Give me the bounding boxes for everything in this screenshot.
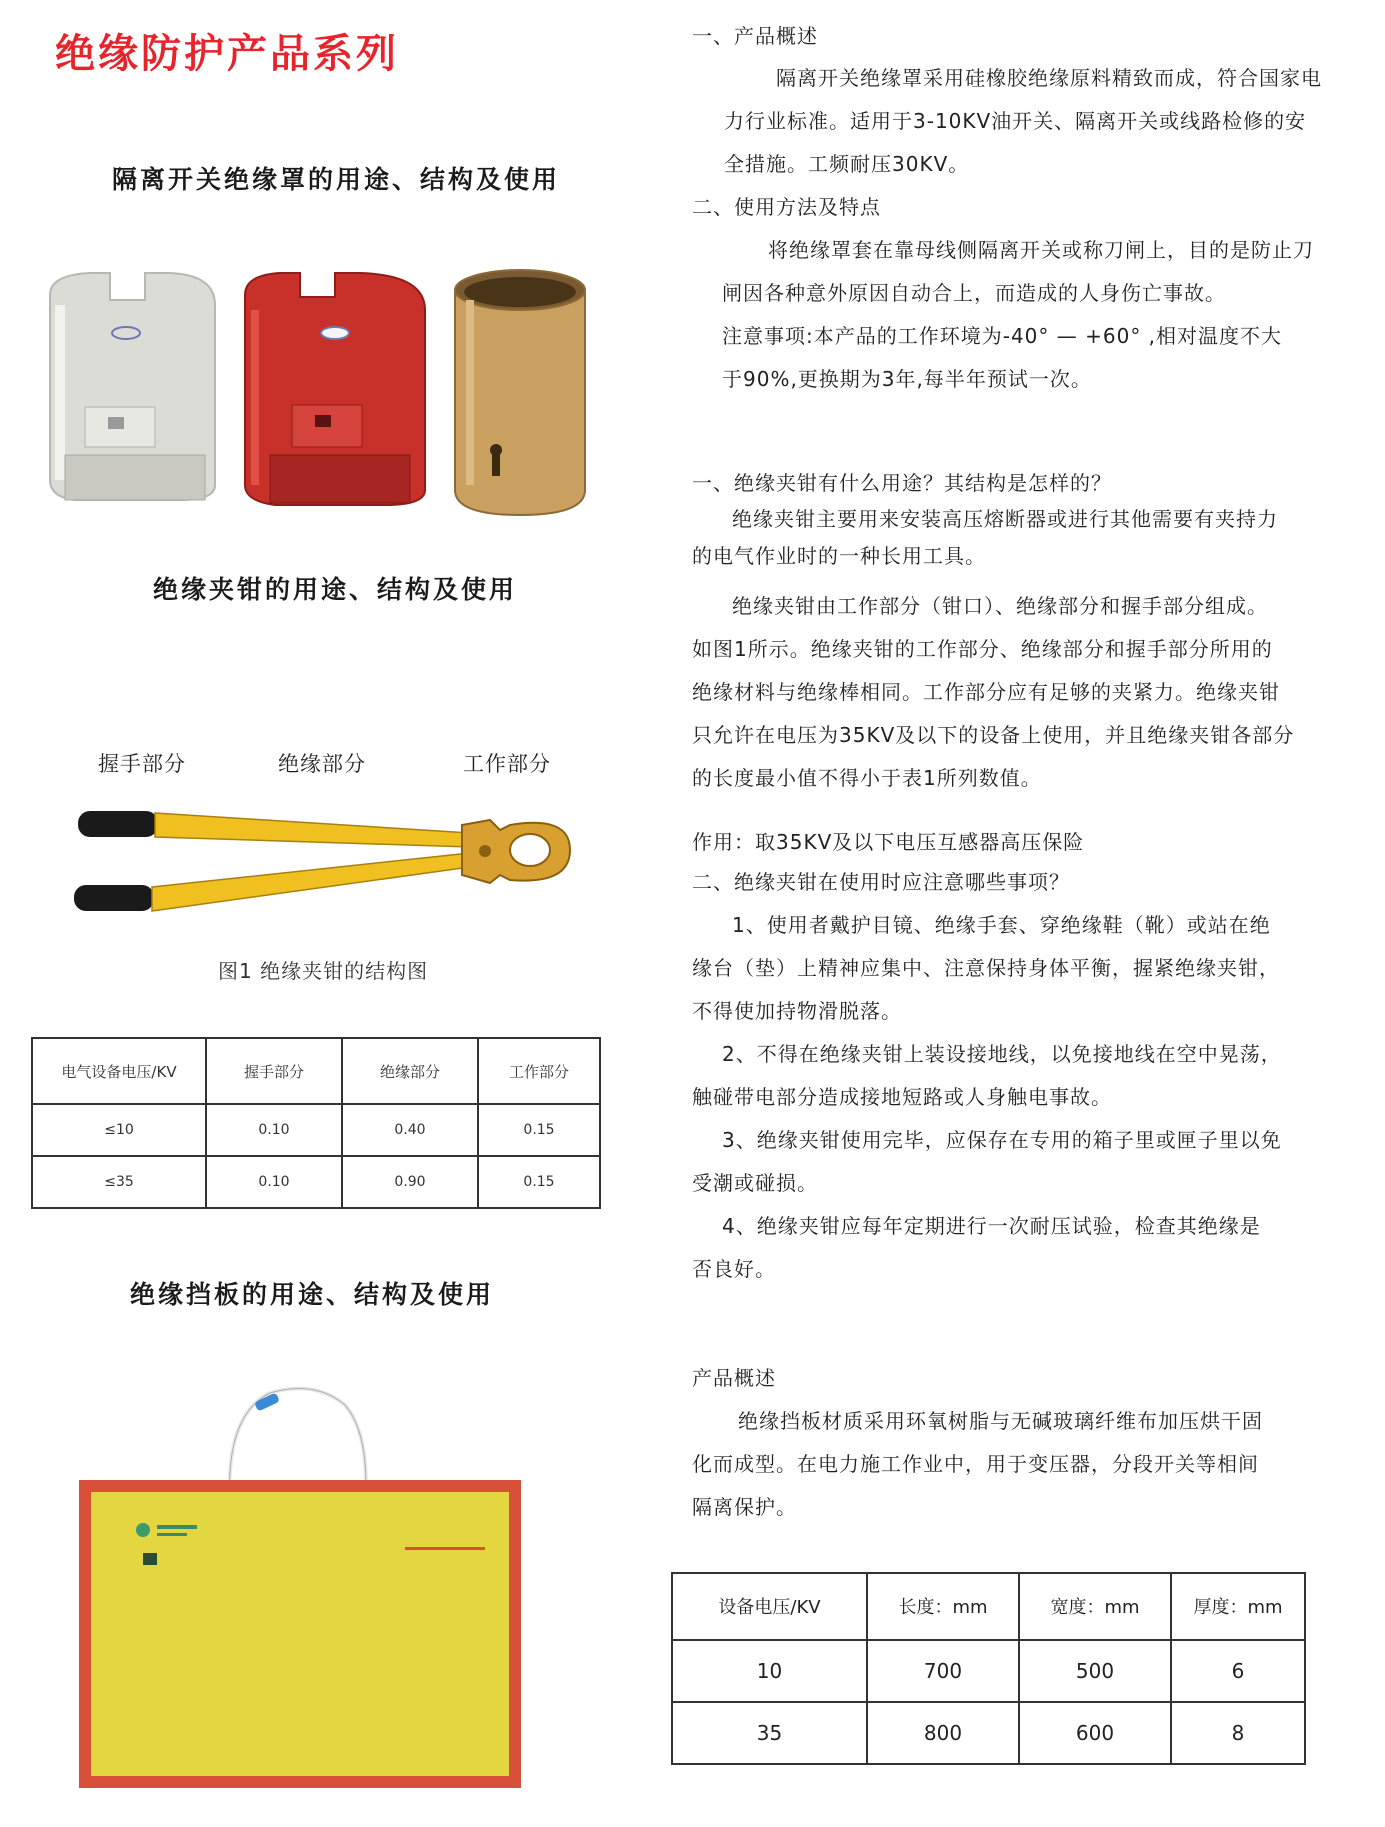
table-cell: 8 [1171, 1702, 1305, 1764]
cover-paragraph-line: 全措施。工频耐压30KV。 [724, 152, 970, 176]
table-header-cell: 电气设备电压/KV [32, 1038, 206, 1104]
cover-paragraph-line: 将绝缘罩套在靠母线侧隔离开关或称刀闸上，目的是防止刀 [768, 238, 1314, 262]
board-overview-title: 产品概述 [692, 1366, 776, 1390]
pliers-precaution-line: 否良好。 [692, 1257, 776, 1281]
pliers-paragraph-line: 只允许在电压为35KV及以下的设备上使用，并且绝缘夹钳各部分 [692, 723, 1295, 747]
table-row [672, 1702, 1305, 1764]
pliers-paragraph-line: 绝缘夹钳由工作部分（钳口）、绝缘部分和握手部分组成。 [732, 594, 1268, 618]
board-paragraph-line: 绝缘挡板材质采用环氧树脂与无碱玻璃纤维布加压烘干固 [738, 1409, 1263, 1433]
table-header-row [32, 1038, 600, 1104]
pliers-precaution-line: 缘台（垫）上精神应集中、注意保持身体平衡，握紧绝缘夹钳， [692, 956, 1280, 980]
insulating-pliers-illustration [70, 795, 580, 935]
board-panel [79, 1480, 521, 1788]
cover-paragraph-line: 闸因各种意外原因自动合上，而造成的人身伤亡事故。 [722, 281, 1226, 305]
insulation-covers-illustration [30, 265, 600, 525]
cover-usage-title: 二、使用方法及特点 [692, 195, 881, 219]
table-row [32, 1104, 600, 1156]
pliers-paragraph-line: 如图1所示。绝缘夹钳的工作部分、绝缘部分和握手部分所用的 [692, 637, 1273, 661]
pliers-paragraph-line: 的长度最小值不得小于表1所列数值。 [692, 766, 1042, 790]
cover-heading: 隔离开关绝缘罩的用途、结构及使用 [112, 165, 561, 194]
pliers-question-2: 二、绝缘夹钳在使用时应注意哪些事项？ [692, 870, 1070, 894]
grey-cover-image [50, 273, 215, 500]
pliers-part-grip-label: 握手部分 [98, 752, 186, 776]
insulating-board-illustration [75, 1375, 525, 1795]
table-cell: ≤10 [32, 1104, 206, 1156]
pliers-part-insulation-label: 绝缘部分 [278, 752, 366, 776]
table-cell: 0.15 [478, 1104, 600, 1156]
pliers-precaution-line: 触碰带电部分造成接地短路或人身触电事故。 [692, 1085, 1112, 1109]
table-header-cell: 工作部分 [478, 1038, 600, 1104]
board-paragraph-line: 化而成型。在电力施工作业中，用于变压器，分段开关等相间 [692, 1452, 1259, 1476]
board-paragraph-line: 隔离保护。 [692, 1495, 797, 1519]
table-header-cell: 设备电压/KV [672, 1573, 867, 1640]
pliers-question-1: 一、绝缘夹钳有什么用途？其结构是怎样的？ [692, 471, 1112, 495]
pliers-part-working-label: 工作部分 [463, 752, 551, 776]
pliers-upper-arm [78, 811, 470, 847]
table-cell: 800 [867, 1702, 1019, 1764]
page-title: 绝缘防护产品系列 [55, 31, 399, 77]
pliers-lower-arm [74, 853, 470, 911]
board-dimension-table [671, 1572, 1306, 1765]
table-row [672, 1640, 1305, 1702]
table-row [32, 1156, 600, 1208]
cover-paragraph-line: 力行业标准。适用于3-10KV油开关、隔离开关或线路检修的安 [724, 109, 1307, 133]
table-cell: 0.15 [478, 1156, 600, 1208]
table-header-cell: 握手部分 [206, 1038, 342, 1104]
pliers-precaution-line: 不得使加持物滑脱落。 [692, 999, 902, 1023]
pliers-dimension-table [31, 1037, 601, 1209]
tan-tube-image [455, 270, 585, 515]
pliers-paragraph-line: 的电气作业时的一种长用工具。 [692, 544, 986, 568]
pliers-precaution-line: 受潮或碰损。 [692, 1171, 818, 1195]
table-cell: ≤35 [32, 1156, 206, 1208]
cover-notice-line: 于90%,更换期为3年,每半年预试一次。 [722, 367, 1092, 391]
table-cell: 35 [672, 1702, 867, 1764]
table-cell: 500 [1019, 1640, 1171, 1702]
table-cell: 0.10 [206, 1104, 342, 1156]
pliers-precaution-line: 3、绝缘夹钳使用完毕，应保存在专用的箱子里或匣子里以免 [722, 1128, 1282, 1152]
pliers-jaw [462, 820, 570, 883]
pliers-heading: 绝缘夹钳的用途、结构及使用 [153, 575, 518, 604]
cover-overview-title: 一、产品概述 [692, 24, 818, 48]
pliers-precaution-line: 2、不得在绝缘夹钳上装设接地线，以免接地线在空中晃荡， [722, 1042, 1282, 1066]
table-cell: 600 [1019, 1702, 1171, 1764]
table-cell: 0.10 [206, 1156, 342, 1208]
pliers-precaution-line: 1、使用者戴护目镜、绝缘手套、穿绝缘鞋（靴）或站在绝 [732, 913, 1271, 937]
table-header-cell: 宽度：mm [1019, 1573, 1171, 1640]
pliers-paragraph-line: 绝缘夹钳主要用来安装高压熔断器或进行其他需要有夹持力 [732, 507, 1278, 531]
table-cell: 700 [867, 1640, 1019, 1702]
table-header-row [672, 1573, 1305, 1640]
pliers-function-line: 作用：取35KV及以下电压互感器高压保险 [692, 830, 1085, 854]
cover-paragraph-line: 隔离开关绝缘罩采用硅橡胶绝缘原料精致而成，符合国家电 [776, 66, 1322, 90]
table-cell: 10 [672, 1640, 867, 1702]
pliers-precaution-line: 4、绝缘夹钳应每年定期进行一次耐压试验，检查其绝缘是 [722, 1214, 1261, 1238]
pliers-paragraph-line: 绝缘材料与绝缘棒相同。工作部分应有足够的夹紧力。绝缘夹钳 [692, 680, 1280, 704]
table-cell: 0.40 [342, 1104, 478, 1156]
pliers-figure-caption: 图1 绝缘夹钳的结构图 [218, 959, 429, 983]
table-cell: 6 [1171, 1640, 1305, 1702]
table-header-cell: 长度：mm [867, 1573, 1019, 1640]
table-header-cell: 厚度：mm [1171, 1573, 1305, 1640]
board-heading: 绝缘挡板的用途、结构及使用 [130, 1280, 495, 1309]
red-cover-image [245, 273, 425, 505]
table-cell: 0.90 [342, 1156, 478, 1208]
cover-notice-line: 注意事项:本产品的工作环境为-40° — +60° ,相对温度不大 [722, 324, 1283, 348]
table-header-cell: 绝缘部分 [342, 1038, 478, 1104]
